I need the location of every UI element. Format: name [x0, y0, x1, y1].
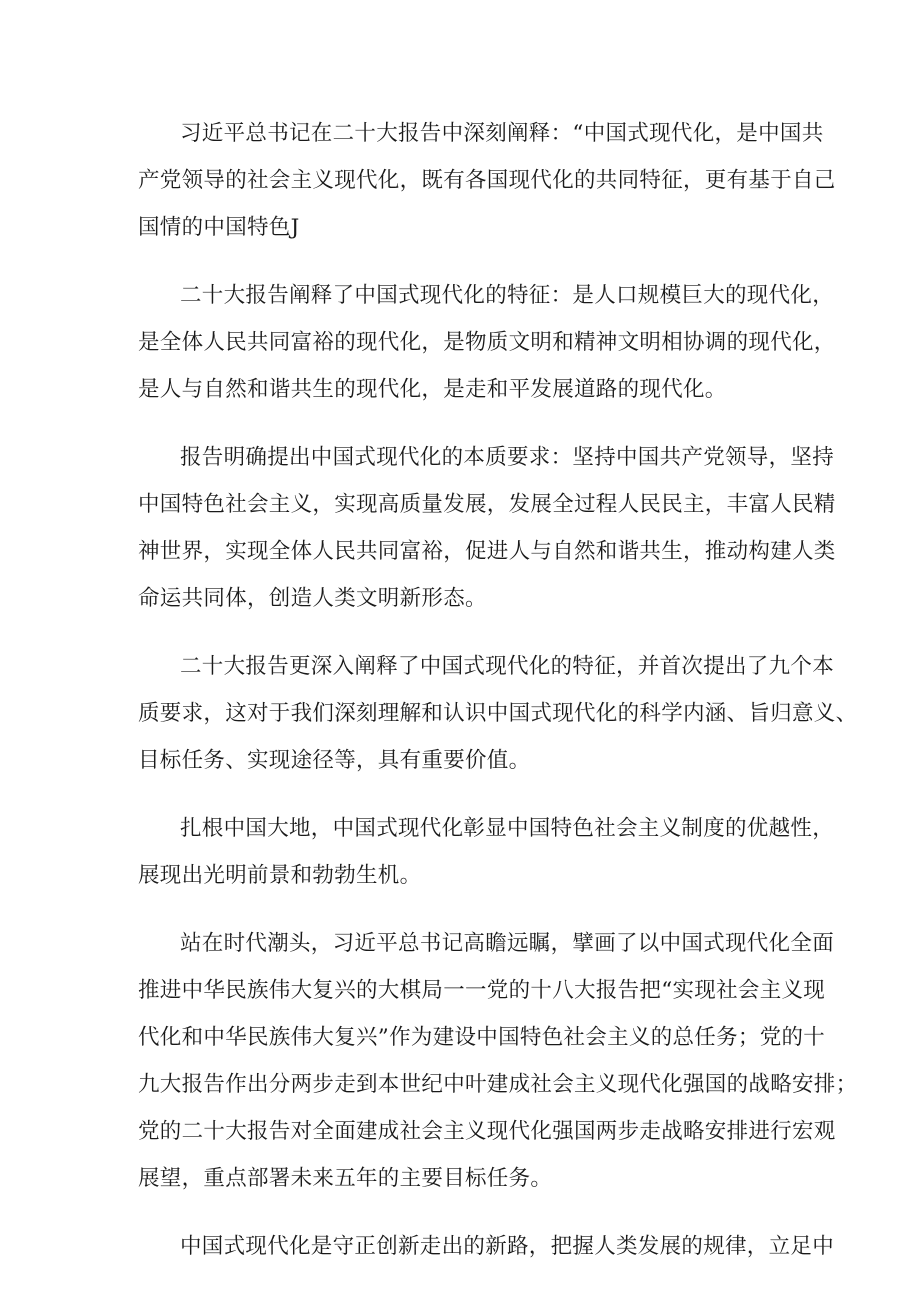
paragraph-7 [0, 1227, 920, 1274]
paragraph-line: 报告明确提出中国式现代化的本质要求：坚持中国共产党领导，坚持 [180, 445, 835, 470]
paragraph-line: 推进中华民族伟大复兴的大棋局一一党的十八大报告把“实现社会主义现 [138, 978, 826, 1003]
paragraph-line: 命运共同体，创造人类文明新形态。 [138, 586, 487, 611]
paragraph-line: 站在时代潮头，习近平总书记高瞻远瞩，擘画了以中国式现代化全面 [180, 931, 835, 956]
paragraph-line: 扎根中国大地，中国式现代化彰显中国特色社会主义制度的优越性， [180, 816, 835, 841]
paragraph-line: 中国式现代化是守正创新走出的新路，把握人类发展的规律，立足中 [180, 1234, 835, 1259]
paragraph-line: 九大报告作出分两步走到本世纪中叶建成社会主义现代化强国的战略安排； [138, 1072, 858, 1097]
paragraph-4 [0, 647, 920, 788]
paragraph-line: 代化和中华民族伟大复兴”作为建设中国特色社会主义的总任务；党的十 [138, 1025, 826, 1050]
paragraph-line: 神世界，实现全体人民共同富裕，促进人与自然和谐共生，推动构建人类 [138, 539, 836, 564]
paragraph-3 [0, 438, 920, 626]
paragraph-line: 展望，重点部署未来五年的主要目标任务。 [138, 1166, 553, 1191]
paragraph-5 [0, 809, 920, 903]
paragraph-line: 目标任务、实现途径等，具有重要价值。 [138, 748, 531, 773]
paragraph-line: 二十大报告更深入阐释了中国式现代化的特征，并首次提出了九个本 [180, 654, 835, 679]
paragraph-line: 二十大报告阐释了中国式现代化的特征：是人口规模巨大的现代化， [180, 283, 835, 308]
paragraph-2 [0, 276, 920, 417]
paragraph-line: 国情的中国特色J [138, 215, 300, 240]
paragraph-line: 展现出光明前景和勃勃生机。 [138, 863, 422, 888]
paragraph-line: 中国特色社会主义，实现高质量发展，发展全过程人民民主，丰富人民精 [138, 492, 836, 517]
paragraph-line: 产党领导的社会主义现代化，既有各国现代化的共同特征，更有基于自己 [138, 168, 836, 193]
paragraph-line: 党的二十大报告对全面建成社会主义现代化强国两步走战略安排进行宏观 [138, 1119, 836, 1144]
paragraph-line: 质要求，这对于我们深刻理解和认识中国式现代化的科学内涵、旨归意义、 [138, 701, 858, 726]
paragraph-line: 是人与自然和谐共生的现代化，是走和平发展道路的现代化。 [138, 377, 727, 402]
paragraph-1 [0, 114, 920, 255]
paragraph-line: 习近平总书记在二十大报告中深刻阐释：“中国式现代化，是中国共 [180, 121, 824, 146]
paragraph-6 [0, 924, 920, 1206]
paragraph-line: 是全体人民共同富裕的现代化，是物质文明和精神文明相协调的现代化， [138, 330, 836, 355]
